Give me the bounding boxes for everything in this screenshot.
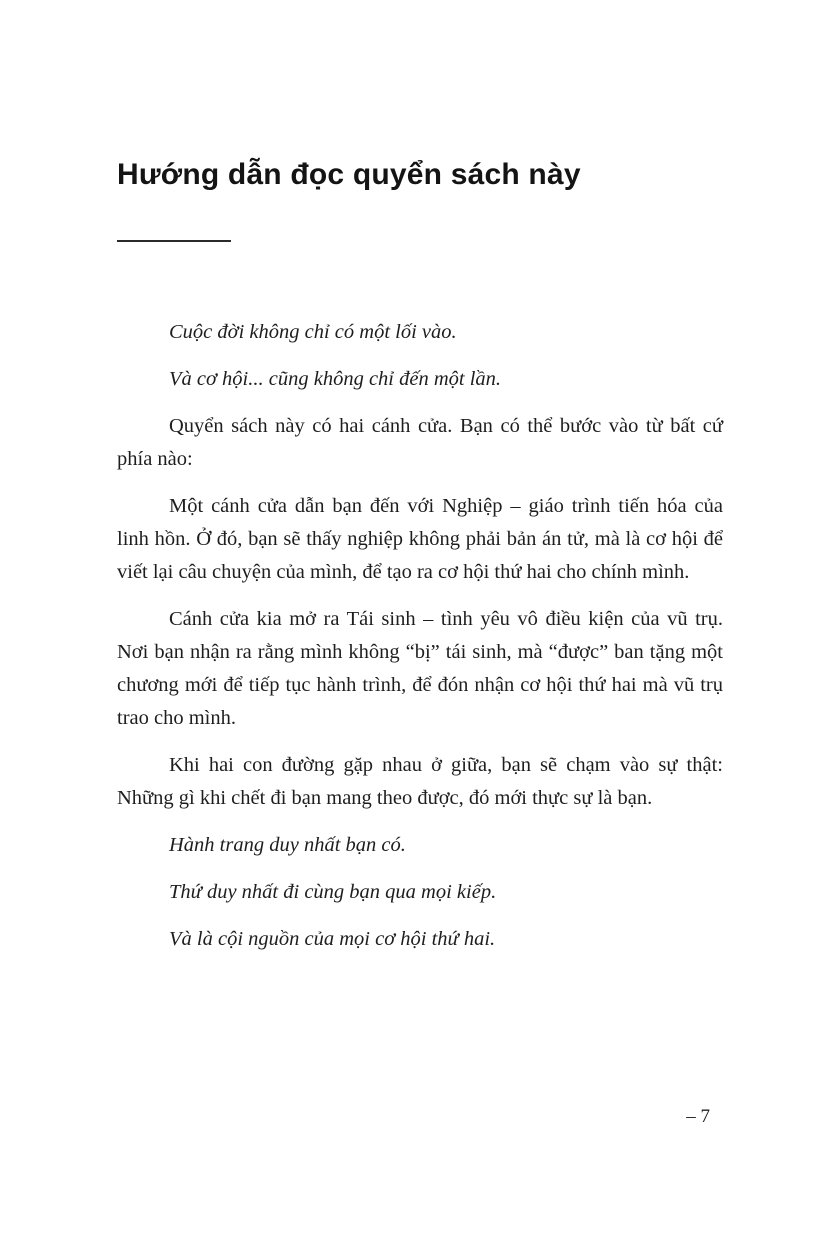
paragraph: Quyển sách này có hai cánh cửa. Bạn có thể bước vào từ bất cứ phía nào:	[117, 415, 723, 470]
paragraph: Và là cội nguồn của mọi cơ hội thứ hai.	[169, 928, 496, 950]
page-number: – 7	[686, 1106, 710, 1127]
paragraph: Hành trang duy nhất bạn có.	[169, 834, 406, 856]
paragraph: Cuộc đời không chỉ có một lối vào.	[169, 321, 457, 343]
paragraph: Khi hai con đường gặp nhau ở giữa, bạn sẽ chạm vào sự thật: Những gì khi chết đi bạn mang theo được, đó mới thực sự là bạn.	[117, 754, 723, 809]
page-title: Hướng dẫn đọc quyển sách này	[117, 158, 581, 191]
paragraph: Và cơ hội... cũng không chỉ đến một lần.	[169, 368, 502, 390]
paragraph: Thứ duy nhất đi cùng bạn qua mọi kiếp.	[169, 881, 497, 903]
body-paragraphs	[117, 316, 723, 970]
paragraph: Một cánh cửa dẫn bạn đến với Nghiệp – giáo trình tiến hóa của linh hồn. Ở đó, bạn sẽ thấy nghiệp không phải bản án tử, mà là cơ hội để viết lại câu chuyện của mình, để tạo ra cơ hội thứ hai cho chính mình.	[117, 495, 723, 583]
paragraph: Cánh cửa kia mở ra Tái sinh – tình yêu vô điều kiện của vũ trụ. Nơi bạn nhận ra rằng mình không “bị” tái sinh, mà “được” ban tặng một chương mới để tiếp tục hành trình, để đón nhận cơ hội thứ hai mà vũ trụ trao cho mình.	[117, 608, 723, 729]
title-divider	[117, 240, 231, 242]
